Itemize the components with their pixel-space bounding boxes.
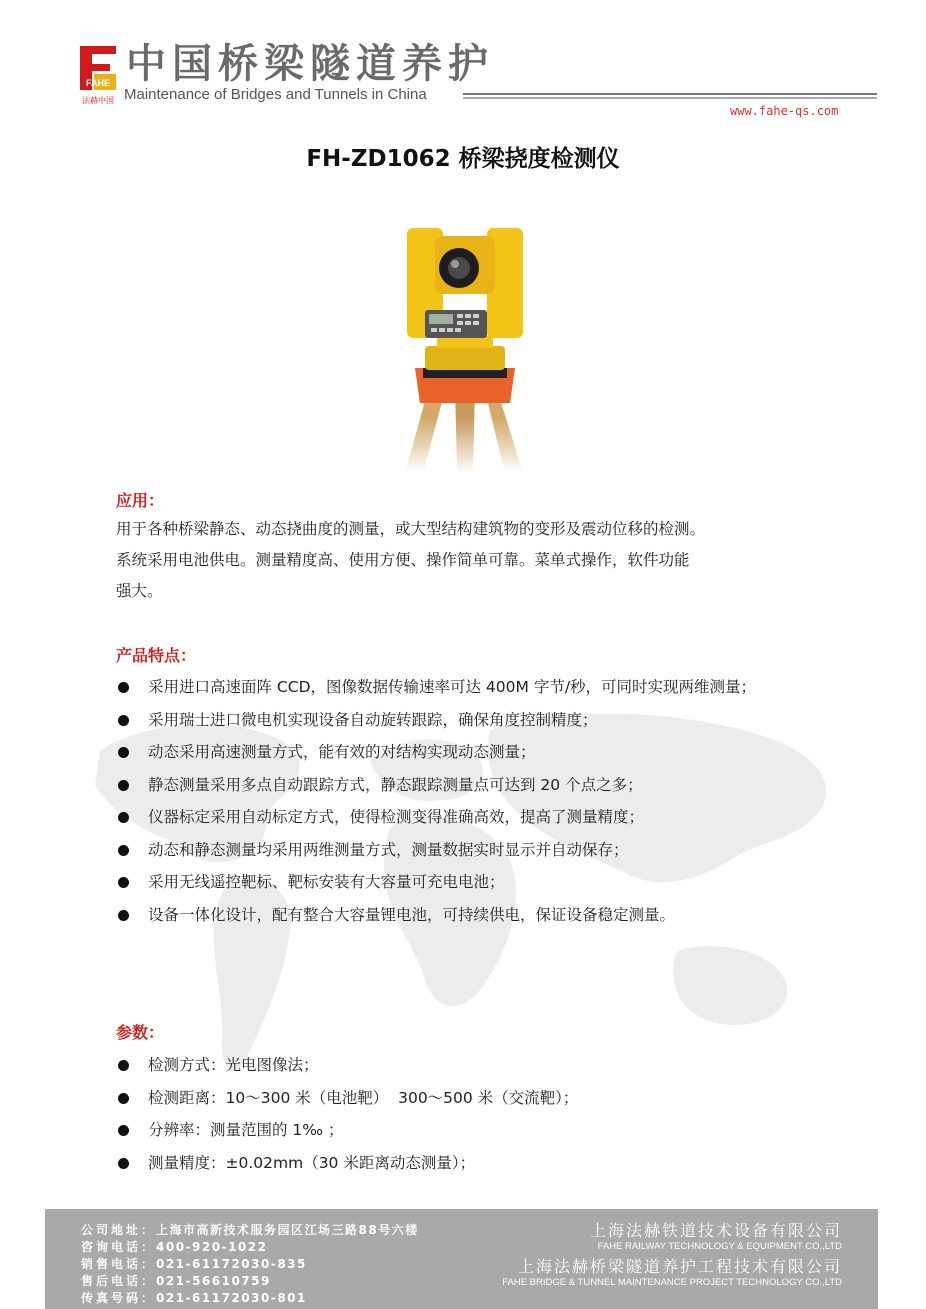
application-line: 系统采用电池供电。测量精度高、使用方便、操作简单可靠。菜单式操作，软件功能 [116, 551, 690, 569]
param-item [116, 1115, 821, 1148]
params-list [116, 1050, 821, 1180]
feature-text: 动态和静态测量均采用两维测量方式，测量数据实时显示并自动保存； [148, 840, 629, 859]
param-text: 检测距离：10～300 米（电池靶） 300～500 米（交流靶）； [148, 1088, 579, 1107]
footer-consult-phone: 咨询电话：400-920-1022 [81, 1240, 268, 1254]
feature-text: 采用无线遥控靶标、靶标安装有大容量可充电电池； [148, 873, 505, 891]
deflection-tester-image [395, 218, 535, 473]
param-item [116, 1050, 821, 1083]
logo-text: FAHE [85, 78, 111, 88]
feature-item [116, 672, 821, 705]
company-railway: 上海法赫铁道技术设备有限公司 FAHE RAILWAY TECHNOLOGY & EQUIPMENT CO.,LTD [589, 1221, 842, 1252]
param-text: 检测方式：光电图像法； [148, 1056, 319, 1074]
footer-address: 公司地址：上海市高新技术服务园区江场三路88号六楼 [81, 1223, 419, 1237]
bullet-icon [118, 682, 129, 693]
feature-item [116, 802, 821, 835]
param-text: 分辨率：测量范围的 1‰ ； [148, 1121, 344, 1139]
params-heading: 参数： [116, 1023, 165, 1042]
application-line: 用于各种桥梁静态、动态挠曲度的测量，或大型结构建筑物的变形及震动位移的检测。 [116, 520, 706, 538]
footer-fax: 传真号码：021-61172030-801 [81, 1291, 307, 1305]
footer-service-phone: 售后电话：021-56610759 [81, 1274, 271, 1288]
feature-item [116, 835, 821, 868]
feature-text: 静态测量采用多点自动跟踪方式，静态跟踪测量点可达到 20 个点之多； [148, 775, 643, 794]
feature-text: 设备一体化设计，配有整合大容量锂电池，可持续供电，保证设备稳定测量。 [148, 905, 676, 924]
bullet-icon [118, 747, 129, 758]
feature-text: 仪器标定采用自动标定方式，使得检测变得准确高效，提高了测量精度； [148, 808, 645, 826]
features-heading: 产品特点： [116, 646, 197, 665]
application-text [116, 514, 821, 607]
bullet-icon [118, 812, 129, 823]
bullet-icon [118, 715, 129, 726]
fahe-logo [78, 44, 118, 106]
bullet-icon [118, 1093, 129, 1104]
brand-english-name: Maintenance of Bridges and Tunnels in China [124, 86, 427, 103]
feature-text: 动态采用高速测量方式，能有效的对结构实现动态测量； [148, 743, 536, 761]
feature-item [116, 737, 821, 770]
application-line: 强大。 [116, 582, 163, 600]
param-item [116, 1148, 821, 1181]
company-bridge-tunnel: 上海法赫桥梁隧道养护工程技术有限公司 FAHE BRIDGE & TUNNEL MAINTENANCE PROJECT TECHNOLOGY CO.,LTD [502, 1257, 842, 1288]
website-url[interactable]: www.fahe-qs.com [730, 104, 839, 118]
page-title: FH-ZD1062 桥梁挠度检测仪 [306, 146, 620, 172]
bullet-icon [118, 780, 129, 791]
feature-item [116, 900, 821, 933]
features-list [116, 672, 821, 932]
footer-sales-phone: 销售电话：021-61172030-835 [81, 1257, 307, 1271]
feature-item [116, 867, 821, 900]
feature-item [116, 770, 821, 803]
header-divider [463, 93, 877, 100]
param-text: 测量精度：±0.02mm（30 米距离动态测量）； [148, 1153, 476, 1172]
bullet-icon [118, 1060, 129, 1071]
feature-text: 采用瑞士进口微电机实现设备自动旋转跟踪，确保角度控制精度； [148, 710, 598, 729]
brand-chinese-name: 中国桥梁隧道养护 [126, 41, 494, 87]
feature-text: 采用进口高速面阵 CCD，图像数据传输速率可达 400M 字节/秒，可同时实现两维测量； [148, 678, 757, 696]
bullet-icon [118, 1158, 129, 1169]
logo-caption: 法赫中国 [82, 96, 114, 105]
feature-item [116, 705, 821, 738]
application-heading: 应用： [116, 491, 165, 510]
bullet-icon [118, 1125, 129, 1136]
bullet-icon [118, 877, 129, 888]
footer [45, 1209, 878, 1309]
param-item [116, 1083, 821, 1116]
bullet-icon [118, 910, 129, 921]
bullet-icon [118, 845, 129, 856]
